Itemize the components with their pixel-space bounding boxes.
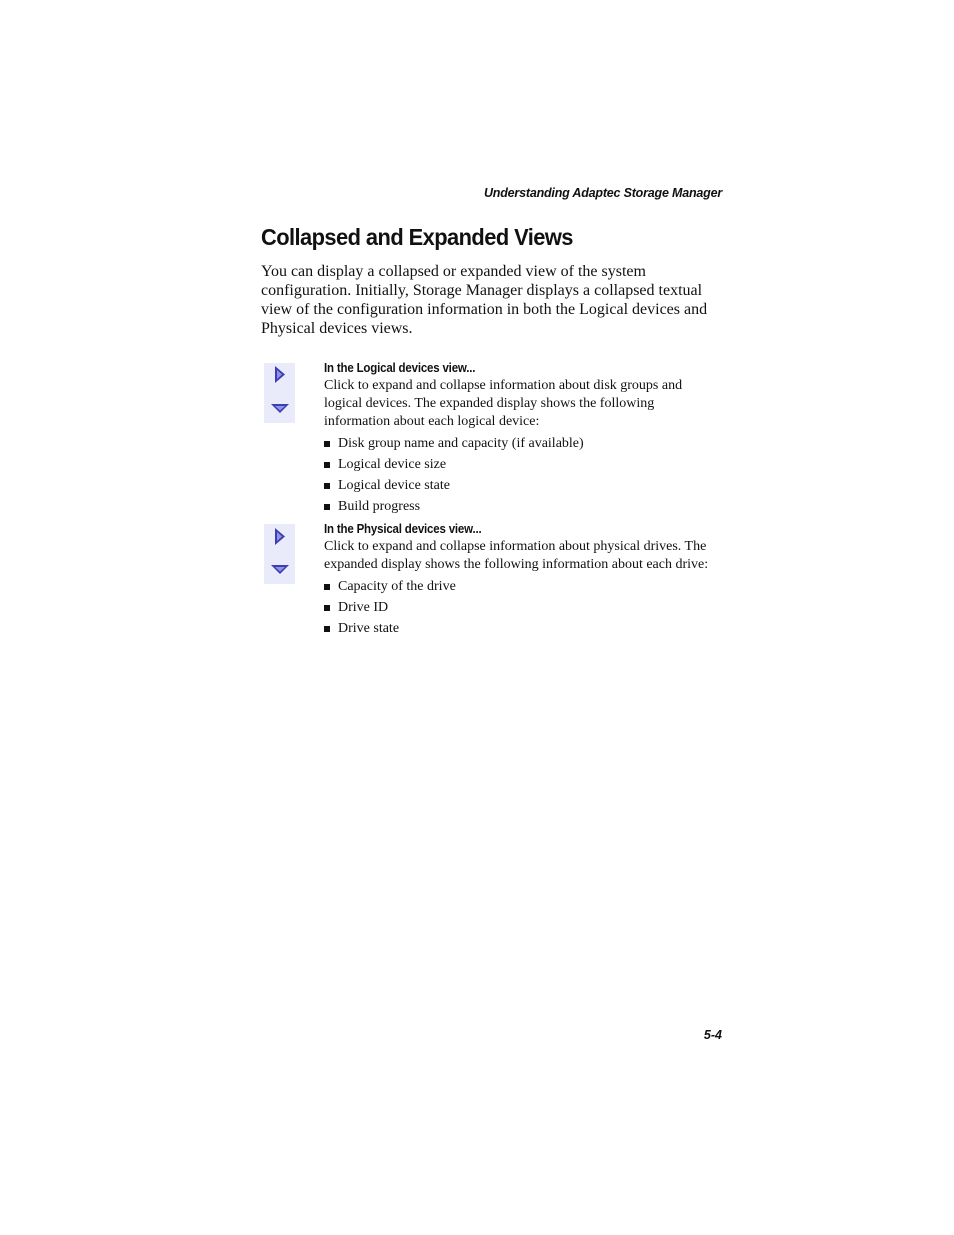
list-item (324, 576, 722, 597)
section-body: Click to expand and collapse information about physical drives. The expanded display shows the following information about each drive: (324, 539, 709, 572)
running-header: Understanding Adaptec Storage Manager (483, 186, 722, 200)
expand-arrow-icon[interactable] (275, 366, 285, 383)
bullet-square (324, 504, 330, 510)
page-title: Collapsed and Expanded Views (261, 224, 573, 250)
list-item-text: Build progress (338, 499, 421, 514)
logical-view-icon-strip (264, 363, 295, 423)
list-item (324, 433, 722, 454)
bullet-square (324, 462, 330, 468)
collapse-arrow-icon[interactable] (271, 565, 289, 574)
section-heading: In the Physical devices view... (324, 522, 482, 536)
bullet-square (324, 483, 330, 489)
bullet-list (324, 433, 722, 517)
list-item (324, 475, 722, 496)
list-item-text: Drive state (338, 621, 400, 636)
collapse-arrow-icon[interactable] (271, 404, 289, 413)
list-item (324, 454, 722, 475)
section-body: Click to expand and collapse information about disk groups and logical devices. The expanded display shows the following information about each logical device: (324, 378, 683, 429)
logical-devices-section (324, 360, 722, 517)
list-item-text: Capacity of the drive (338, 579, 456, 594)
physical-view-icon-strip (264, 524, 295, 584)
bullet-list (324, 576, 722, 639)
physical-devices-section (324, 521, 722, 639)
bullet-square (324, 441, 330, 447)
page-number: 5-4 (703, 1028, 722, 1042)
bullet-square (324, 626, 330, 632)
bullet-square (324, 584, 330, 590)
list-item (324, 597, 722, 618)
section-heading: In the Logical devices view... (324, 361, 476, 375)
list-item-text: Logical device size (338, 457, 447, 472)
intro-paragraph: You can display a collapsed or expanded view of the system configuration. Initially, Storage Manager displays a collapsed textual view of the configuration information in both the Logical devices and Physical devices views. (261, 263, 708, 337)
list-item (324, 496, 722, 517)
list-item (324, 618, 722, 639)
list-item-text: Drive ID (338, 600, 389, 615)
bullet-square (324, 605, 330, 611)
list-item-text: Disk group name and capacity (if available) (338, 436, 584, 451)
expand-arrow-icon[interactable] (275, 528, 285, 545)
list-item-text: Logical device state (338, 478, 450, 493)
